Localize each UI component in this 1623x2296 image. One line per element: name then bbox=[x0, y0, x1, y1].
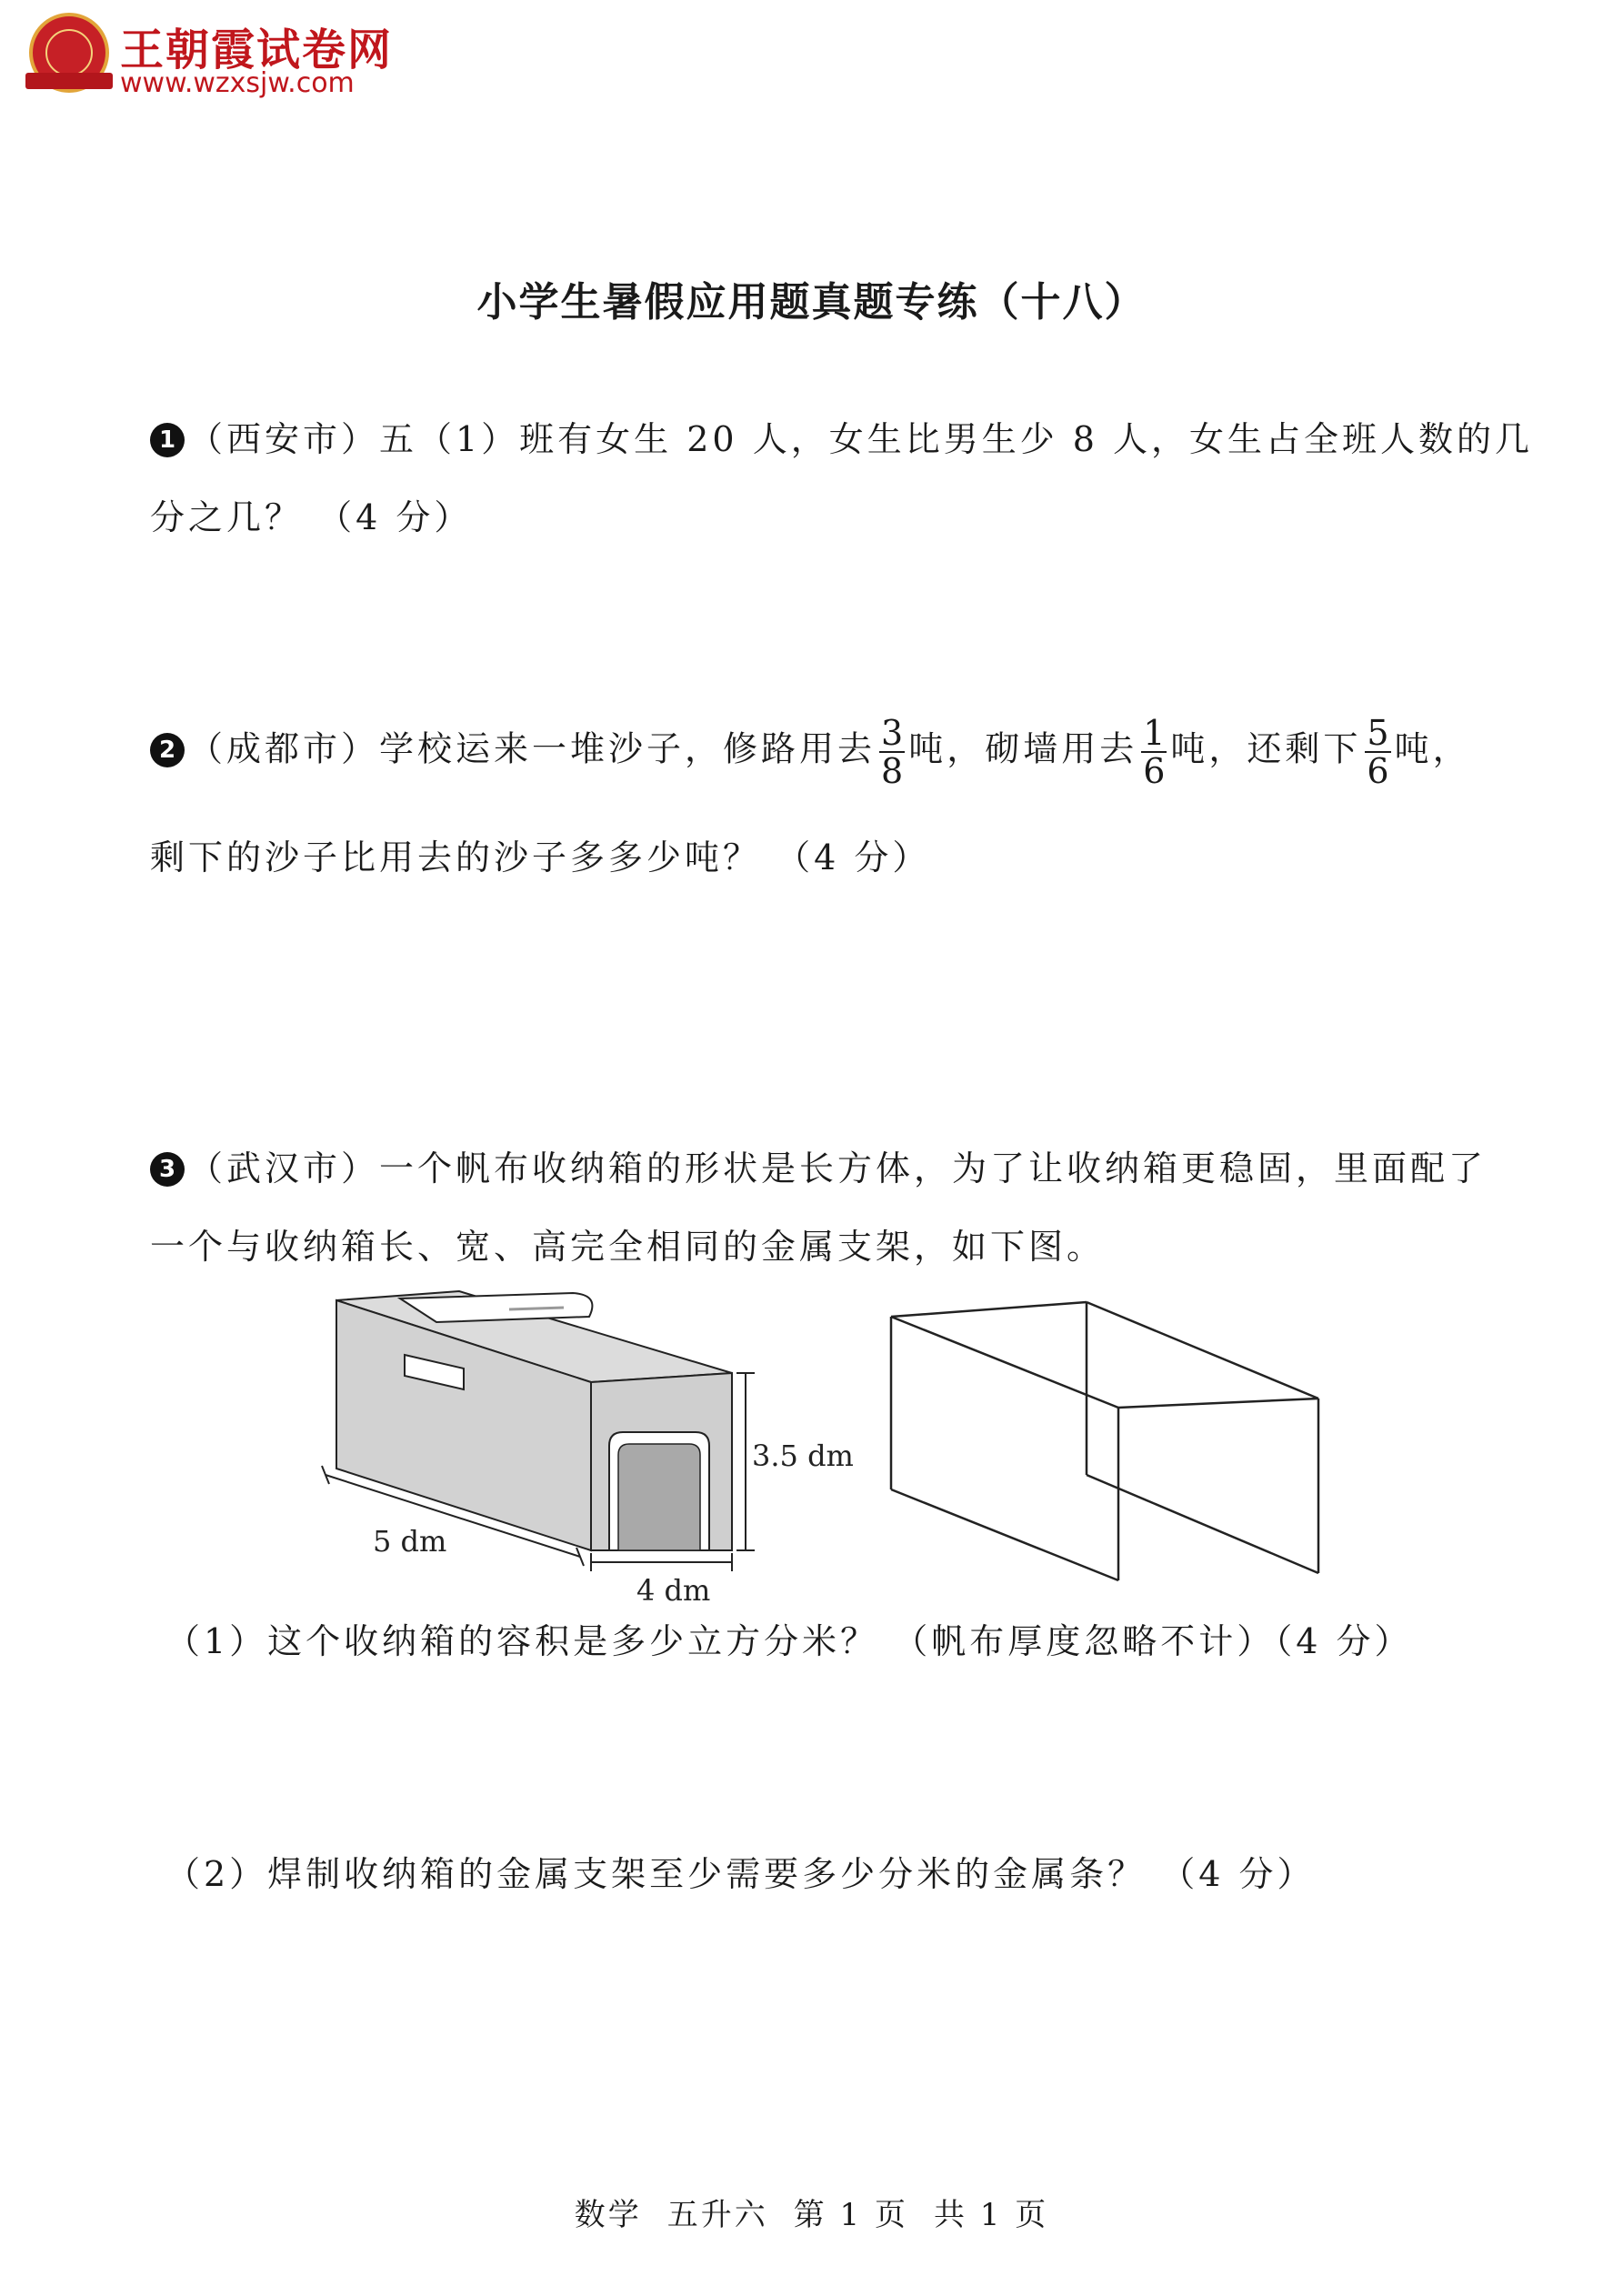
question-1-line-1 bbox=[150, 411, 1533, 461]
site-logo bbox=[25, 9, 398, 100]
page-footer bbox=[0, 2190, 1623, 2234]
logo-url: www.wzxsjw.com bbox=[120, 67, 355, 99]
question-1-line-2: 分之几？ （4 分） bbox=[150, 497, 473, 537]
storage-box-figure bbox=[300, 1273, 882, 1609]
fraction-3-8: $\frac{3}{8}$ bbox=[881, 713, 904, 791]
question-3-sub-1: （1）这个收纳箱的容积是多少立方分米？ （帆布厚度忽略不计）（4 分） bbox=[165, 1621, 1413, 1661]
question-3-line-1 bbox=[150, 1140, 1487, 1190]
footer-page: 第 1 页 bbox=[793, 2197, 908, 2233]
question-2-number: 2 bbox=[150, 733, 185, 767]
footer-total: 共 1 页 bbox=[934, 2197, 1049, 2233]
question-3-number: 3 bbox=[150, 1152, 185, 1187]
lid-handle bbox=[509, 1308, 564, 1309]
footer-grade: 五升六 bbox=[666, 2197, 768, 2233]
metal-frame-figure bbox=[882, 1291, 1327, 1591]
question-1-text: （西安市）五（1）班有女生 20 人，女生比男生少 8 人，女生占全班人数的几 bbox=[188, 419, 1534, 459]
width-label: 4 dm bbox=[636, 1573, 711, 1608]
question-2-line-2: 剩下的沙子比用去的沙子多多少吨？ （4 分） bbox=[150, 837, 931, 877]
question-2-line-1: 2 （成都市）学校运来一堆沙子，修路用去 $\frac{3}{8}$ 吨，砌墙用去 $\frac{1}{6}$ 吨，还剩下 $\frac{5}{6}$ 吨， bbox=[150, 715, 1471, 789]
question-1-number: 1 bbox=[150, 423, 185, 457]
question-3-sub-2: （2）焊制收纳箱的金属支架至少需要多少分米的金属条？ （4 分） bbox=[165, 1854, 1316, 1894]
logo-title: 王朝霞试卷网 bbox=[120, 25, 394, 75]
fraction-1-6: $\frac{1}{6}$ bbox=[1143, 713, 1166, 791]
question-3-line-2: 一个与收纳箱长、宽、高完全相同的金属支架，如下图。 bbox=[150, 1227, 1106, 1267]
height-label: 3.5 dm bbox=[752, 1439, 854, 1473]
footer-subject: 数学 bbox=[574, 2197, 642, 2233]
fraction-5-6: $\frac{5}{6}$ bbox=[1367, 713, 1389, 791]
ribbon-icon bbox=[25, 73, 113, 89]
length-label: 5 dm bbox=[373, 1524, 447, 1559]
page-title: 小学生暑假应用题真题专练（十八） bbox=[476, 279, 1147, 326]
question-3-text: （武汉市）一个帆布收纳箱的形状是长方体，为了让收纳箱更稳固，里面配了 bbox=[188, 1148, 1488, 1188]
